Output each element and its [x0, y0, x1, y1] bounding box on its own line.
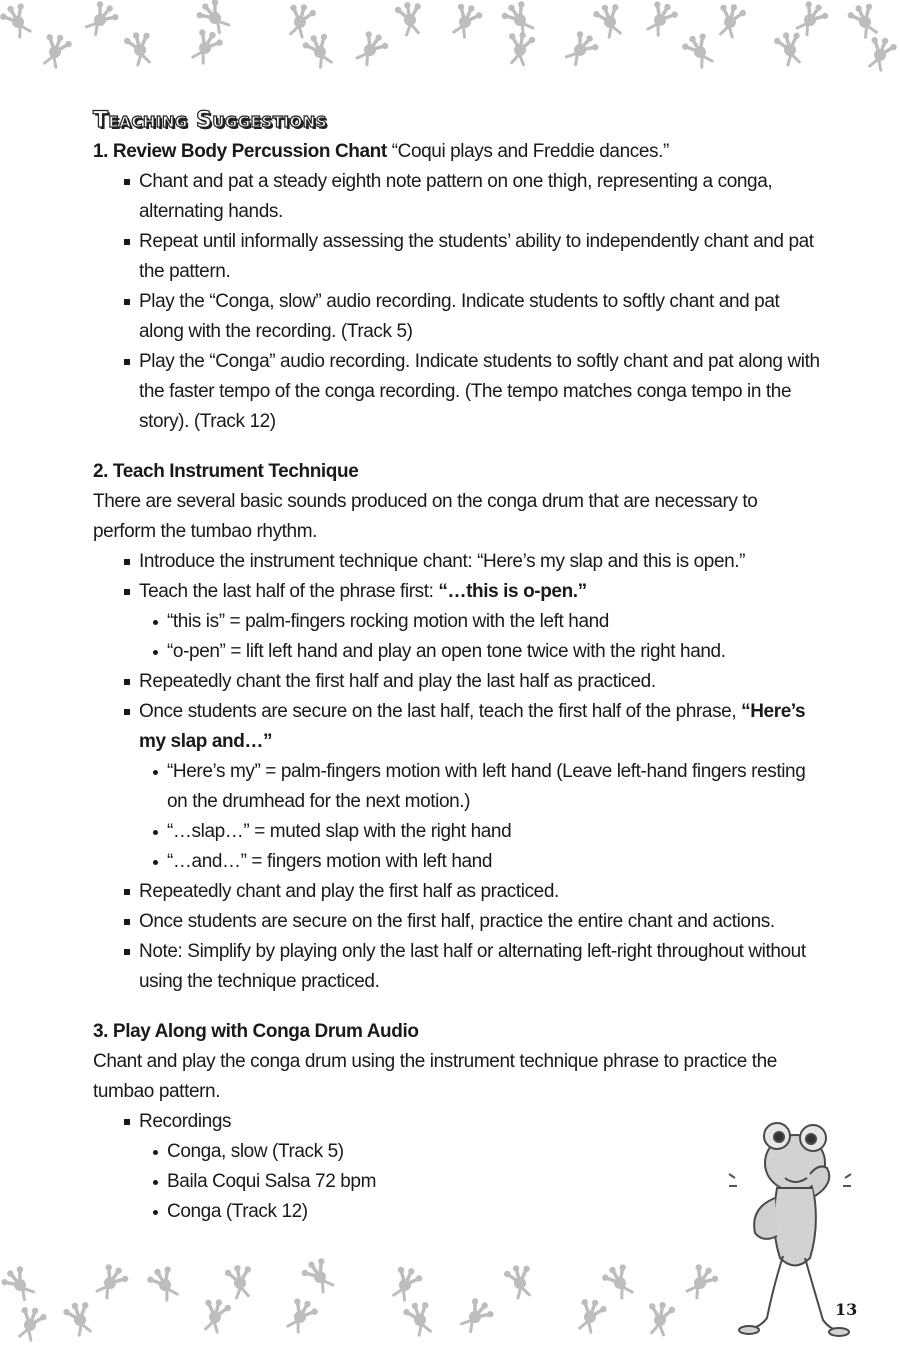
section-3-bullets — [93, 1107, 823, 1227]
phrase-second-half: “…this is o-pen.” — [438, 581, 587, 602]
section-1-title: 1. Review Body Percussion Chant — [93, 141, 387, 162]
sub-list-item: “…and…” = fingers motion with left hand — [167, 847, 823, 877]
phrase-first-half: “Here’s my slap and…” — [139, 701, 806, 752]
sub-list-item: Conga, slow (Track 5) — [167, 1137, 823, 1167]
list-item-text: Teach the last half of the phrase first: — [139, 581, 439, 602]
list-item: Play the “Conga” audio recording. Indicate students to softly chant and pat along with the faster tempo of the conga recording. (The tempo matches conga tempo in the story). (Track 12) — [139, 347, 823, 437]
section-3-intro: Chant and play the conga drum using the instrument technique phrase to practice the tumbao pattern. — [93, 1051, 777, 1102]
section-2-title: 2. Teach Instrument Technique — [93, 461, 359, 482]
list-item: Repeat until informally assessing the students’ ability to independently chant and pat the pattern. — [139, 227, 823, 287]
teaching-content — [93, 105, 823, 1227]
list-item — [139, 697, 823, 877]
sub-list-item: “Here’s my” = palm-fingers motion with left hand (Leave left-hand fingers resting on the drumhead for the next motion.) — [167, 757, 823, 817]
section-review-chant — [93, 137, 823, 437]
section-instrument-technique — [93, 457, 823, 997]
section-1-title-line — [93, 137, 823, 167]
page-heading: Teaching Suggestions — [93, 108, 328, 133]
section-2-intro: There are several basic sounds produced on the conga drum that are necessary to perform the tumbao rhythm. — [93, 491, 758, 542]
sub-list-item: “o-pen” = lift left hand and play an open tone twice with the right hand. — [167, 637, 823, 667]
list-item: Repeatedly chant and play the first half as practiced. — [139, 877, 823, 907]
list-item: Chant and pat a steady eighth note pattern on one thigh, representing a conga, alternating hands. — [139, 167, 823, 227]
list-item — [139, 577, 823, 667]
sub-bullets — [139, 607, 823, 667]
section-3-title: 3. Play Along with Conga Drum Audio — [93, 1021, 419, 1042]
section-1-chant: “Coqui plays and Freddie dances.” — [386, 141, 669, 162]
list-item-text: Once students are secure on the last half, teach the first half of the phrase, — [139, 701, 742, 722]
sub-list-item: “this is” = palm-fingers rocking motion with the left hand — [167, 607, 823, 637]
list-item-text: Recordings — [139, 1111, 232, 1132]
list-item: Note: Simplify by playing only the last half or alternating left-right throughout without using the technique practiced. — [139, 937, 823, 997]
page-number: 13 — [835, 1300, 858, 1319]
sub-list-item: Conga (Track 12) — [167, 1197, 823, 1227]
list-item: Introduce the instrument technique chant: “Here’s my slap and this is open.” — [139, 547, 823, 577]
list-item: Play the “Conga, slow” audio recording. Indicate students to softly chant and pat along with the recording. (Track 5) — [139, 287, 823, 347]
sub-bullets — [139, 757, 823, 877]
frog-footprint-border-top — [0, 0, 900, 80]
section-1-bullets — [93, 167, 823, 437]
list-item: Once students are secure on the first half, practice the entire chant and actions. — [139, 907, 823, 937]
sub-list-item: “…slap…” = muted slap with the right hand — [167, 817, 823, 847]
list-item: Repeatedly chant the first half and play the last half as practiced. — [139, 667, 823, 697]
section-2-bullets — [93, 547, 823, 997]
section-play-along — [93, 1017, 823, 1227]
sub-list-item: Baila Coqui Salsa 72 bpm — [167, 1167, 823, 1197]
